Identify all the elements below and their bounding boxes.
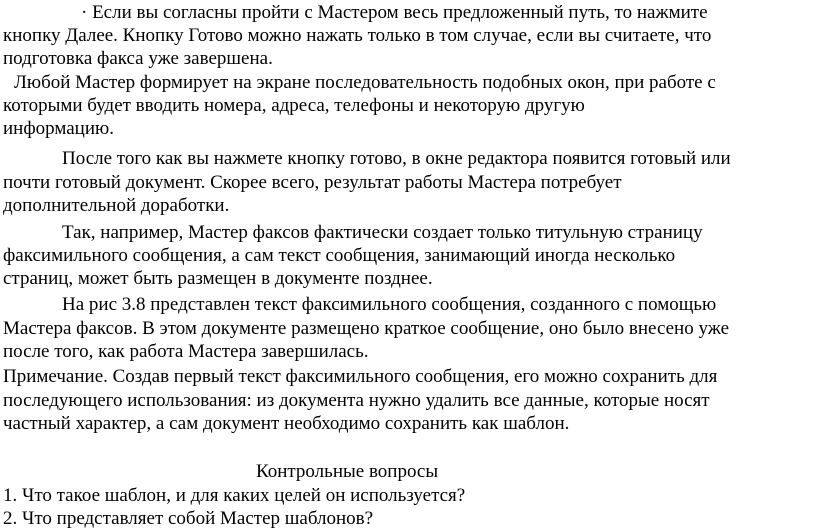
text-line: · Если вы согласны пройти с Мастером весь предложенный путь, то нажмите: [81, 2, 708, 23]
text-line: частный характер, а сам документ необходимо сохранить как шаблон.: [3, 413, 570, 434]
text-line: После того как вы нажмете кнопку готово, в окне редактора появится готовый или: [62, 148, 731, 169]
text-line: Мастера факсов. В этом документе размещено краткое сообщение, оно было внесено уже: [3, 318, 730, 339]
question-item: 2. Что представляет собой Мастер шаблонов?: [3, 508, 374, 529]
text-line: информацию.: [3, 118, 114, 139]
text-line: На рис 3.8 представлен текст факсимильного сообщения, созданного с помощью: [62, 294, 717, 315]
text-line: которыми будет вводить номера, адреса, телефоны и некоторую другую: [3, 95, 585, 116]
text-line: последующего использования: из документа нужно удалить все данные, которые носят: [3, 390, 710, 411]
text-line: Так, например, Мастер факсов фактически создает только титульную страницу: [62, 222, 703, 243]
question-item: 1. Что такое шаблон, и для каких целей он используется?: [3, 485, 466, 506]
text-line: кнопку Далее. Кнопку Готово можно нажать только в том случае, если вы считаете, что: [3, 25, 712, 46]
text-line: Любой Мастер формирует на экране последовательность подобных окон, при работе с: [14, 72, 716, 93]
text-line: после того, как работа Мастера завершилась.: [3, 341, 369, 362]
text-line: факсимильного сообщения, а сам текст сообщения, занимающий иногда несколько: [3, 245, 676, 266]
text-line: почти готовый документ. Скорее всего, результат работы Мастера потребует: [3, 172, 622, 193]
text-line: Примечание. Создав первый текст факсимильного сообщения, его можно сохранить для: [3, 366, 718, 387]
text-line: дополнительной доработки.: [3, 195, 230, 216]
section-title: Контрольные вопросы: [256, 461, 439, 482]
text-line: страниц, может быть размещен в документе позднее.: [3, 268, 433, 289]
text-line: подготовка факса уже завершена.: [3, 48, 273, 69]
